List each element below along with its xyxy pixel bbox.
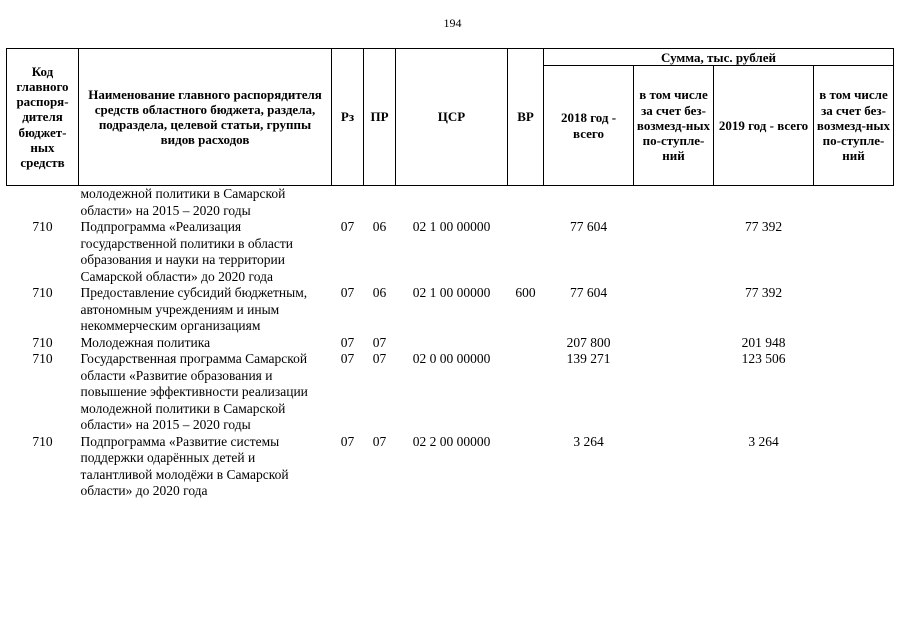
cell-pr: 07 bbox=[372, 351, 387, 366]
cell-2018-free bbox=[634, 434, 714, 500]
cell-vr bbox=[508, 219, 544, 285]
table-row bbox=[7, 351, 894, 434]
cell-code bbox=[7, 186, 79, 220]
cell-rz bbox=[332, 186, 364, 220]
cell-2018-free bbox=[634, 285, 714, 335]
cell-2019-free bbox=[814, 219, 894, 285]
cell-2019-total bbox=[714, 186, 814, 220]
cell-vr bbox=[508, 186, 544, 220]
header-row-top bbox=[7, 49, 894, 66]
table-row bbox=[7, 219, 894, 285]
cell-2019-total: 3 264 bbox=[748, 433, 779, 449]
cell-rz: 07 bbox=[340, 351, 355, 366]
header-code: Код главного распоря-дителя бюджет-ных средств bbox=[7, 49, 79, 186]
cell-csr: 02 2 00 00000 bbox=[412, 433, 491, 449]
cell-vr bbox=[508, 351, 544, 434]
header-2019-total: 2019 год - всего bbox=[714, 66, 814, 186]
cell-2018-total: 77 604 bbox=[569, 285, 608, 300]
cell-pr: 07 bbox=[372, 334, 387, 350]
table-row bbox=[7, 434, 894, 500]
cell-vr bbox=[508, 335, 544, 352]
cell-name: Подпрограмма «Развитие системы поддержки одарённых детей и талантливой молодёжи в Самарской области» до 2020 года bbox=[80, 433, 289, 498]
cell-name: Государственная программа Самарской области «Развитие образования и повышение эффективности реализации молодежной политики в Самарской области» на 2015 – 2020 годы bbox=[80, 351, 308, 432]
budget-table bbox=[6, 48, 894, 500]
cell-pr: 06 bbox=[372, 285, 387, 300]
header-2018-total: 2018 год - всего bbox=[544, 66, 634, 186]
cell-2019-free bbox=[814, 335, 894, 352]
cell-csr bbox=[396, 186, 508, 220]
cell-rz: 07 bbox=[340, 285, 355, 300]
header-vr: ВР bbox=[508, 49, 544, 186]
cell-pr: 06 bbox=[372, 219, 387, 234]
cell-2018-free bbox=[634, 219, 714, 285]
cell-rz: 07 bbox=[340, 334, 355, 350]
cell-2018-total: 3 264 bbox=[573, 433, 604, 449]
header-2019-free: в том числе за счет без-возмезд-ных по-ступле-ний bbox=[814, 66, 894, 186]
header-sum: Сумма, тыс. рублей bbox=[544, 49, 894, 66]
header-rz: Рз bbox=[332, 49, 364, 186]
cell-code: 710 bbox=[32, 285, 53, 300]
cell-2019-free bbox=[814, 186, 894, 220]
cell-2019-total: 123 506 bbox=[741, 351, 786, 366]
cell-code: 710 bbox=[32, 334, 53, 350]
cell-csr: 02 0 00 00000 bbox=[412, 351, 491, 366]
cell-rz: 07 bbox=[340, 433, 355, 449]
cell-code: 710 bbox=[32, 219, 53, 234]
cell-2018-total: 207 800 bbox=[566, 334, 611, 350]
cell-csr: 02 1 00 00000 bbox=[412, 219, 491, 234]
cell-2018-free bbox=[634, 186, 714, 220]
cell-name: Молодежная политика bbox=[80, 334, 211, 350]
cell-2019-total: 201 948 bbox=[741, 334, 786, 350]
cell-2019-free bbox=[814, 285, 894, 335]
header-pr: ПР bbox=[364, 49, 396, 186]
header-name: Наименование главного распорядителя средств областного бюджета, раздела, подраздела, целевой статьи, группы видов расходов bbox=[79, 49, 332, 186]
cell-csr: 02 1 00 00000 bbox=[412, 285, 491, 300]
header-csr: ЦСР bbox=[396, 49, 508, 186]
cell-name: Предоставление субсидий бюджетным, автономным учреждениям и иным некоммерческим организациям bbox=[80, 285, 308, 333]
cell-2019-total: 77 392 bbox=[744, 285, 783, 300]
cell-pr bbox=[364, 186, 396, 220]
cell-vr: 600 bbox=[515, 285, 536, 300]
cell-2018-total: 77 604 bbox=[569, 219, 608, 234]
cell-2019-total: 77 392 bbox=[744, 219, 783, 234]
cell-vr bbox=[508, 434, 544, 500]
cell-2018-free bbox=[634, 335, 714, 352]
cell-2019-free bbox=[814, 434, 894, 500]
cell-2018-free bbox=[634, 351, 714, 434]
cell-2018-total bbox=[544, 186, 634, 220]
cell-2018-total: 139 271 bbox=[566, 351, 611, 366]
cell-code: 710 bbox=[32, 351, 53, 366]
table-row bbox=[7, 335, 894, 352]
cell-name: Подпрограмма «Реализация государственной политики в области образования и науки на территории Самарской области» до 2020 года bbox=[80, 219, 294, 284]
table-row bbox=[7, 285, 894, 335]
cell-name: молодежной политики в Самарской области» на 2015 – 2020 годы bbox=[80, 186, 286, 218]
table-row bbox=[7, 186, 894, 220]
cell-pr: 07 bbox=[372, 433, 387, 449]
header-2018-free: в том числе за счет без-возмезд-ных по-ступле-ний bbox=[634, 66, 714, 186]
cell-rz: 07 bbox=[340, 219, 355, 234]
cell-code: 710 bbox=[32, 433, 53, 449]
cell-csr bbox=[396, 335, 508, 352]
cell-2019-free bbox=[814, 351, 894, 434]
page-number: 194 bbox=[443, 16, 462, 30]
